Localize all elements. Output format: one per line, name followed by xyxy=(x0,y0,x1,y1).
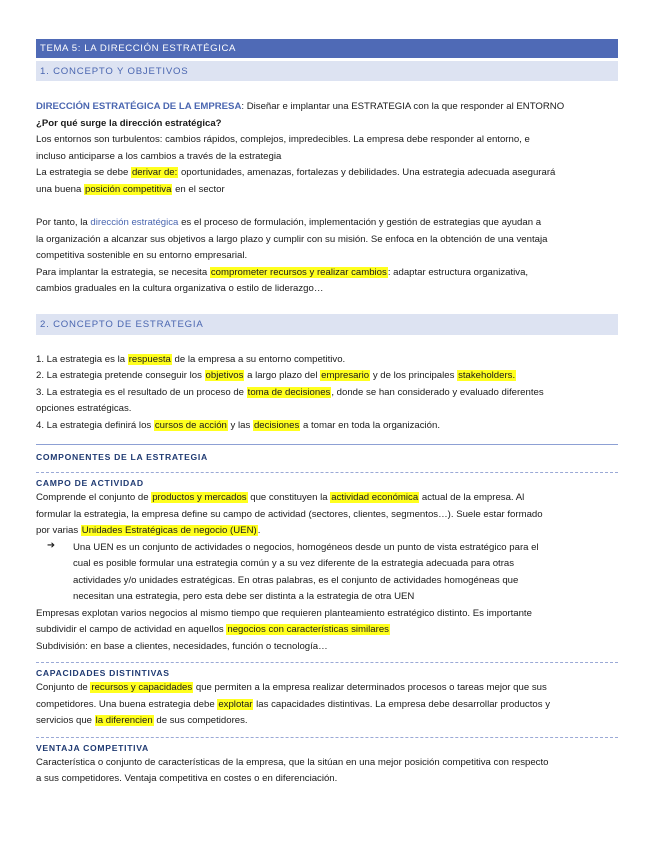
highlight: Unidades Estratégicas de negocio (UEN) xyxy=(81,525,257,536)
highlight: decisiones xyxy=(253,419,300,431)
highlight: productos y mercados xyxy=(152,492,247,503)
paragraph-line: por varias Unidades Estratégicas de negocio (UEN). xyxy=(36,525,261,536)
paragraph-line: Subdivisión: en base a clientes, necesidades, función o tecnología… xyxy=(36,640,328,652)
paragraph-line: competitiva sostenible en su entorno empresarial. xyxy=(36,250,248,261)
paragraph-line: Los entornos son turbulentos: cambios rápidos, complejos, impredecibles. La empresa debe responder al entorno, e xyxy=(36,134,530,145)
paragraph-line: la organización a alcanzar sus objetivos a largo plazo y cumplir con su misión. Se enfoca en la obtención de una ventaja xyxy=(36,233,548,245)
document-title: TEMA 5: LA DIRECCIÓN ESTRATÉGICA xyxy=(36,39,618,58)
arrow-icon: ➔ xyxy=(47,539,56,551)
highlight: derivar de: xyxy=(131,167,178,178)
list-item: 2. La estrategia pretende conseguir los objetivos a largo plazo del empresario y de los principales stakeholders. xyxy=(36,370,516,381)
highlight: la diferencien xyxy=(95,715,153,726)
highlight: explotar xyxy=(218,698,253,710)
term-direccion-estrategica: dirección estratégica xyxy=(90,217,179,228)
highlight: cursos de acción xyxy=(154,419,227,431)
highlight: toma de decisiones xyxy=(247,386,331,398)
list-item: 1. La estrategia es la respuesta de la empresa a su entorno competitivo. xyxy=(36,353,346,365)
paragraph-line: una buena posición competitiva en el sector xyxy=(36,183,225,195)
definition-term: DIRECCIÓN ESTRATÉGICA DE LA EMPRESA xyxy=(36,101,242,112)
componentes-heading: COMPONENTES DE LA ESTRATEGIA xyxy=(36,452,208,462)
section-heading-concepto-objetivos: 1. CONCEPTO Y OBJETIVOS xyxy=(36,61,618,81)
list-item: 3. La estrategia es el resultado de un proceso de toma de decisiones, donde se han considerado y evaluado diferentes xyxy=(36,386,544,398)
question-line: ¿Por qué surge la dirección estratégica? xyxy=(36,117,222,129)
highlight: stakeholders. xyxy=(458,370,516,381)
paragraph-line: a sus competidores. Ventaja competitiva en costes o en diferenciación. xyxy=(36,773,338,784)
definition-line: DIRECCIÓN ESTRATÉGICA DE LA EMPRESA: Diseñar e implantar una ESTRATEGIA con la que responder al ENTORNO xyxy=(36,101,565,112)
paragraph-line: Comprende el conjunto de productos y mercados que constituyen la actividad económica actual de la empresa. Al xyxy=(36,492,525,503)
paragraph-line: servicios que la diferencien de sus competidores. xyxy=(36,715,248,726)
paragraph-line: Característica o conjunto de características de la empresa, que la sitúan en una mejor posición competitiva con respecto xyxy=(36,756,549,768)
list-item: 4. La estrategia definirá los cursos de acción y las decisiones a tomar en toda la organización. xyxy=(36,419,441,431)
highlight: posición competitiva xyxy=(85,183,172,195)
paragraph-line: cambios graduales en la cultura organizativa o estilo de liderazgo… xyxy=(36,283,324,294)
paragraph-line: competidores. Una buena estrategia debe explotar las capacidades distintivas. La empresa debe desarrollar productos y xyxy=(36,698,550,710)
paragraph-line: incluso anticiparse a los cambios a través de la estrategia xyxy=(36,150,282,162)
highlight: objetivos xyxy=(205,370,244,381)
highlight: empresario xyxy=(321,370,370,381)
highlight: respuesta xyxy=(128,353,171,365)
highlight: recursos y capacidades xyxy=(91,682,193,693)
highlight: actividad económica xyxy=(331,492,419,503)
document-page xyxy=(36,39,618,788)
paragraph-line: Empresas explotan varios negocios al mismo tiempo que requieren planteamiento estratégico distinto. Es importante xyxy=(36,607,532,619)
paragraph-line: La estrategia se debe derivar de: oportunidades, amenazas, fortalezas y debilidades. Una estrategia adecuada asegurará xyxy=(36,167,556,178)
paragraph-line: Conjunto de recursos y capacidades que permiten a la empresa realizar determinados procesos o tareas mejor que sus xyxy=(36,682,547,693)
campo-actividad-heading: CAMPO DE ACTIVIDAD xyxy=(36,478,144,488)
list-item-continuation: opciones estratégicas. xyxy=(36,403,132,414)
capacidades-distintivas-heading: CAPACIDADES DISTINTIVAS xyxy=(36,668,170,678)
paragraph-line: formular la estrategia, la empresa define su campo de actividad (sectores, clientes, segmentos…). Suele estar formado xyxy=(36,508,543,520)
ventaja-competitiva-heading: VENTAJA COMPETITIVA xyxy=(36,742,149,753)
highlight: negocios con características similares xyxy=(227,624,389,635)
paragraph-line: Por tanto, la dirección estratégica es el proceso de formulación, implementación y gestión de estrategias que ayudan a xyxy=(36,217,542,228)
highlight: comprometer recursos y realizar cambios xyxy=(210,266,387,278)
paragraph-line: subdividir el campo de actividad en aquellos negocios con características similares xyxy=(36,624,389,635)
section-heading-concepto-estrategia: 2. CONCEPTO DE ESTRATEGIA xyxy=(36,314,618,335)
arrow-bullet-item: ➔ Una UEN es un conjunto de actividades o negocios, homogéneos desde un punto de vista estratégico para el cual es posible formular una estrategia común y a su vez diferente de la estrategia adecuada para otras actividades y/o unidades estratégicas. En otras palabras, es el conjunto de actividades homogéneas que necesitan una estrategia, pero esta debe ser distinta a la estrategia de otra UEN xyxy=(47,539,539,602)
paragraph-line: Para implantar la estrategia, se necesita comprometer recursos y realizar cambios: adaptar estructura organizativa, xyxy=(36,266,529,278)
